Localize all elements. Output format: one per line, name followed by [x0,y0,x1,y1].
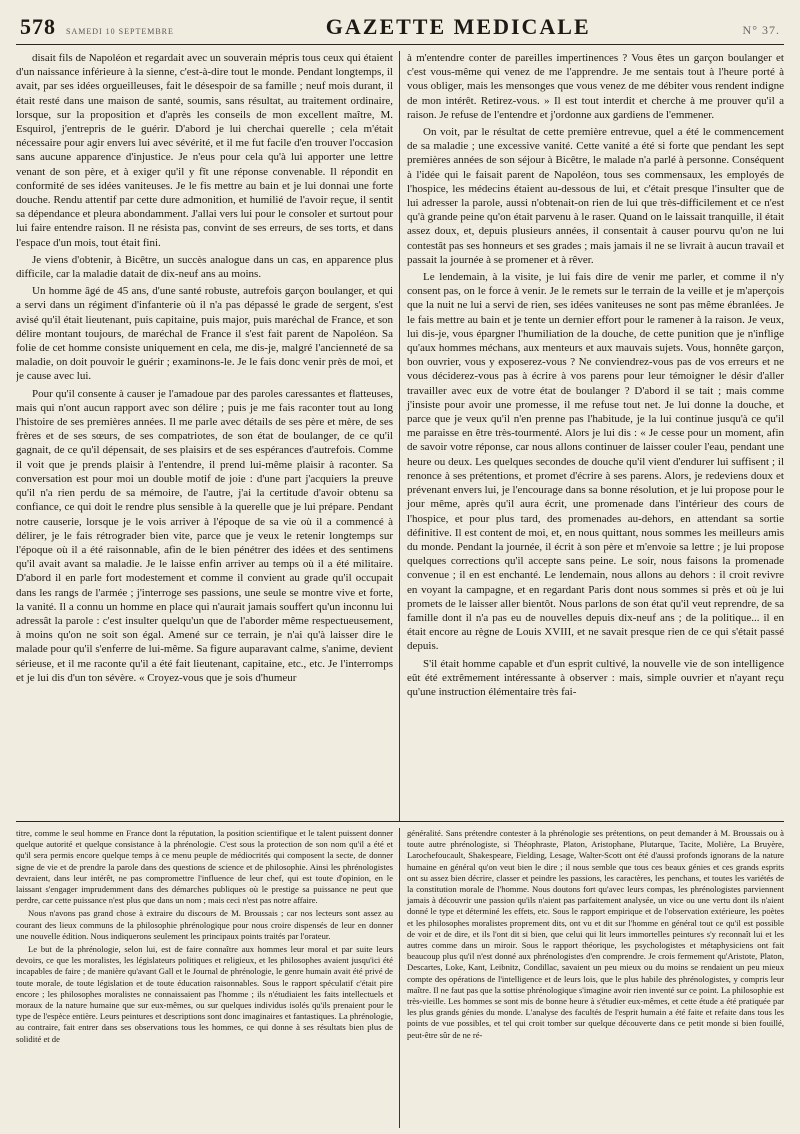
article-column-left [16,51,393,821]
paragraph: à m'entendre conter de pareilles impertinences ? Vous êtes un garçon boulanger et c'est vous-même qui venez de me l'apprendre. Je me sentais tout à l'heure porté à vous obliger, mais les mensonges que vous venez de me débiter vous rendent indigne de mon intérêt. Retirez-vous. » Il est tout interdit et cherche à me prouver qu'il a raison. Je refuse de l'entendre et j'ordonne aux gardiens de l'emmener. [407,52,784,121]
article-column-right [407,51,784,821]
paragraph: titre, comme le seul homme en France dont la réputation, la position scientifique et le talent puissent donner quelque autorité et quelque consistance à la phrénologie. C'est sous la protection de son nom qu'il a été et qu'il sera permis encore quelque temps à ce menu peuple de médiocrités qui composent la secte, de donner signe de vie et de prendre la parole dans des questions de science et de philosophie. Ainsi les phrénologistes devraient, dans leur intérêt, ne pas compromettre l'influence de leur chef, qui est toute d'opinion, en le laissant s'engager imprudemment dans des démarches publiques où le prestige sa puissance ne peut que perdre, car cette puissance n'est plus que dans un nom ; mais ceci n'est pas notre affaire. [16,828,393,906]
paragraph: Un homme âgé de 45 ans, d'une santé robuste, autrefois garçon boulanger, et qui a servi dans un régiment d'infanterie où il n'a pas dépassé le grade de sergent, s'est avisé qu'il était lieutenant, puis capitaine, puis major, puis maréchal de France, et son délire montant toujours, de maréchal de France il s'est fait parent de Napoléon. Sa folie de cet homme consiste uniquement en cela, me dis-je, malgré l'ancienneté de sa maladie, on doit pouvoir le guérir ; examinons-le. Je le fais donc venir près de moi, et je cause avec lui. [16,285,393,383]
paragraph: S'il était homme capable et d'un esprit cultivé, la nouvelle vie de son intelligence eût été extrêmement intéressante à observer : mais, simple ouvrier et n'ayant reçu qu'une instruction élémentaire très fai- [407,657,784,698]
paragraph: disait fils de Napoléon et regardait avec un souverain mépris tous ceux qui étaient d'un naissance inférieure à la sienne, c'est-à-dire tout le monde. Pendant longtemps, il avait, par ses idées orgueilleuses, fait le désespoir de sa famille ; neuf mois durant, il était resté dans une maison de santé, soumis, sans résultat, au traitement ordinaire, lorsque, sur la proposition et d'après les conseils de mon excellent maître, M. Esquirol, j'entrepris de le guérir. D'abord je lui cherchai querelle ; cela m'était nécessaire pour agir envers lui avec sévérité, et il me fut facile d'en trouver l'occasion sans aucune apparence d'injustice. Je n'eus pour cela qu'à lui apporter une lettre venant de son père, et à exiger qu'il y fît une réponse convenable. Il répondit en conformité de ses idées vaniteuses. Je le fis mettre au bain et je lui donnai une forte douche. Rendu attentif par cette dure admonition, et humilié de l'avoir reçue, il sentit sa dépendance et pleura abondamment. J'allai vers lui pour le consoler et surtout pour lui faire entendre raison. Il ne résista pas, convint de ses erreurs, de ses torts, et dans l'espace d'un mois, tout était fini. [16,52,393,249]
paragraph: Le lendemain, à la visite, je lui fais dire de venir me parler, et comme il n'y consent pas, on le force à venir. Je le remets sur le terrain de la veille et je m'aperçois que la nuit ne lui a servi de rien, ses idées vaniteuses ne sont pas même ébranlées. Je le fais mettre au bain et je tente un dernier effort pour le ramener à la raison. Je veux, lui dis-je, vous épargner l'humiliation de la douche, de cette punition que je n'inflige qu'aux hommes méchans, aux menteurs et aux mauvais sujets. Vous, honnête garçon, bon ouvrier, vous y exposerez-vous ? Ne conviendrez-vous pas de vos erreurs et ne vous déciderez-vous pas à écrire à vos parens pour leur témoigner le désir d'aller travailler avec eux de votre état de boulanger ? D'abord il se tait ; mais comme j'insiste pour avoir une promesse, il me refuse tout net. Je lui donne la douche, et parce que je veux qu'il n'en prenne pas l'habitude, je la lui continue jusqu'à ce qu'il me paraisse en être très-tourmenté. Alors je lui dis : « Je cesse pour un moment, afin de savoir votre réponse, car nous allons continuer de laisser couler l'eau, pendant une heure ou deux. Les quelques secondes de douche qu'il vient d'endurer lui suffisent ; il renonce à ses prétentions, et promet d'écrire à ses parens. Alors, je redeviens doux et prévenant envers lui, je l'encourage dans sa bonne résolution, et je lui propose pour le jour même, après qu'il aura écrit, une promenade dans l'intérieur des cours de l'hospice, et pour plus tard, des promenades au-dehors, en attendant sa sortie définitive. Il est content de moi, et, en nous quittant, nous sommes les meilleurs amis du monde. Pendant la journée, il écrit à son père et m'envoie sa lettre ; je lui propose quelques corrections qu'il accepte sans peine. Le soir, nous faisons la promenade convenue ; il en est enchanté. Le lendemain, nous allons au dehors : il croit revivre en voyant la campagne, et en regardant Paris dont nous sommes si près et où je lui promets de le laisser aller bientôt. Nous parlons de son état qu'il veut reprendre, de sa famille dont il n'a pas eu de nouvelles depuis dix-neuf ans ; de la politique... il en était encore au règne de Louis XVIII, et ne savait presque rien de ce qui s'était passé depuis. [407,271,784,653]
feuilleton-column-right [407,828,784,1128]
journal-title: GAZETTE MEDICALE [325,14,591,39]
page-number: 578 [20,14,56,39]
paragraph: généralité. Sans prétendre contester à la phrénologie ses prétentions, on peut demander à M. Broussais ou à toute autre phrénologiste, si Théophraste, Platon, Aristophane, Plutarque, Tacite, Molière, La Bruyère, Larochefoucault, Shakespeare, Fielding, Lesage, Walter-Scott ont été d'aussi profonds ignorans de la nature humaine en général qu'on veut bien le dire ; il nous semble que tous ces beaux génies et ces grands esprits ont su assez bien décrire, classer et peindre les passions, les caractères, les penchans, et toutes les variétés de la constitution morale de l'homme. Nous doutons fort qu'avec leurs compas, les phrénologistes parviennent jamais à découvrir une passion qu'ils n'aient pas parfaitement analysée, un vice ou une vertu dont ils n'aient donné le type et déterminé les effets, etc. Sous le rapport empirique et de l'observation extérieure, les poètes et les philosophes moralistes proprement dits, ont vu et dit sur l'homme en général tout ce qu'il est possible de voir et de dire, et ils l'ont dit si bien, que celui qui lit leurs immortelles peintures s'y reconnaît lui et les autres comme dans un miroir. Sous le rapport théorique, les psychologistes et métaphysiciens ont fait beaucoup plus qu'il n'est donné aux phrénologistes d'en comprendre. Je crois fermement qu'Aristote, Platon, Descartes, Loke, Kant, Leibnitz, Condillac, savaient un peu mieux ou du moins se rendaient un peu mieux compte des opérations de l'intelligence et de leurs lois, que le plus habile des phrénologistes, y compris leur maître. Il ne faut pas que la sottise phrénologique s'imagine avoir rien inventé sur ce point. La philosophie est très-vieille. Les hommes se sont mis de bonne heure à s'étudier eux-mêmes, et cette étude a été pratiquée par les plus grands génies du monde. L'analyse des facultés de l'esprit humain a été faite et refaite dans tous les points de vue possibles, et tel qui croit tomber sur quelque découverte dans ce petit monde si bien fouillé, peut-être sûr de ne ré- [407,828,784,1040]
main-article [16,51,784,822]
paragraph: On voit, par le résultat de cette première entrevue, quel a été le commencement de sa maladie ; une excessive vanité. Cette vanité a été si forte que pendant les sept premières années de son séjour à Bicêtre, le malade n'a parlé à personne. Conséquent à l'idée qui le faisait parent de Napoléon, tous ses commensaux, les employés de l'hospice, les médecins étaient au-dessous de lui, et c'était presque l'insulter que de lui adresser la parole, aussi n'obtenait-on rien de lui que très-difficilement et ce n'est qu'à grande peine qu'on était parvenu à le raser. Quand on le laissait tranquille, il était assez doux, et, depuis plusieurs années, il consentait à causer pourvu qu'on ne lui contestât pas ses honneurs et ses grades ; mais jamais il ne se livrait à aucun travail et passait la journée à se promener et à rêver. [407,126,784,266]
issue-number: N° 37. [742,23,780,37]
paragraph: Nous n'avons pas grand chose à extraire du discours de M. Broussais ; car nos lecteurs sont assez au courant des lieux communs de la philosophie phrénologique pour nous croire dispensés de leur en donner une nouvelle édition. Nous indiquerons seulement les principaux points traités par l'orateur. [16,908,393,941]
paragraph: Pour qu'il consente à causer je l'amadoue par des paroles caressantes et flatteuses, mais qui n'ont aucun rapport avec son délire ; puis je me fais raconter tout au long l'histoire de ses premières années. Il me parle avec détails de ses père et mère, de ses frères et de ses sœurs, de ses compatriotes, de son état de boulanger, de ce qu'il gagnait, de ce qu'il dépensait, de ses plaisirs et de ses espérances d'autrefois. Comme il voit que je prends plaisir à l'entendre, il prend lui-même plaisir à raconter. Sa conversation est pour moi un double motif de joie : d'une part j'acquiers la preuve qu'il n'a rien perdu de sa mémoire, de l'autre, j'ai la certitude d'avoir obtenu sa confiance, ce qui doit le rendre plus sensible à la querelle que je lui prépare. Pendant notre causerie, lorsque je le vois arriver à l'époque de sa vie où il a commencé à délirer, je le fais rétrograder bien vite, parce que je veux le retenir longtemps sur l'époque où il a été raisonnable, afin de le bien pénétrer des idées et des sentimens qu'il avait avant sa maladie. Je le laisse enfin arriver au temps où il a été militaire. D'abord il en parle fort modestement et comme il convient au grade qu'il occupait dans les rangs de l'armée ; j'interroge ses passions, une seule se montre vive et forte, la vanité. Il a connu un homme en place qui n'aurait jamais souffert qu'un inconnu lui adressât la parole : c'est insulter quelqu'un que de l'aborder même respectueusement, à moins qu'on ne soit son égal. Amené sur ce terrain, je n'ai qu'à laisser dire le malade pour qu'il s'enferre de lui-même. Sa figure auparavant calme, s'anime, devient sérieuse, et il me raconte qu'il a été fait lieutenant, capitaine, etc., etc. Je l'interromps et je lui dis d'un ton sévère. « Croyez-vous que je sois d'humeur [16,387,393,684]
masthead [16,14,784,45]
paragraph: Je viens d'obtenir, à Bicêtre, un succès analogue dans un cas, en apparence plus difficile, car la maladie datait de dix-neuf ans au moins. [16,253,393,281]
paragraph: Le but de la phrénologie, selon lui, est de faire connaître aux hommes leur moral et par suite leurs devoirs, ce que les moralistes, les législateurs politiques et religieux, et les philosophes avaient jusqu'ici été incapables de faire ; de manière qu'avant Gall et le Journal de phrénologie, le genre humain avait été privé de toute morale, de toute législation et de toute éducation raisonnables. Sous le rapport spéculatif c'était pire encore ; les philosophes moralistes ne connaissaient pas l'homme ; ils n'étudiaient les faits intellectuels et moraux de la nature humaine que sur eux-mêmes, ou sur quelques individus isolés qu'ils prenaient pour le type de l'espèce entière. Leurs peintures et descriptions sont donc imaginaires et fantastiques. La phrénologie, au contraire, fait entrer dans ses observations tous les hommes, ce qui donne à ses résultats bien plus de solidité et de [16,944,393,1044]
feuilleton-column-left [16,828,393,1128]
feuilleton-section [16,828,784,1128]
issue-date: SAMEDI 10 SEPTEMBRE [66,27,174,36]
